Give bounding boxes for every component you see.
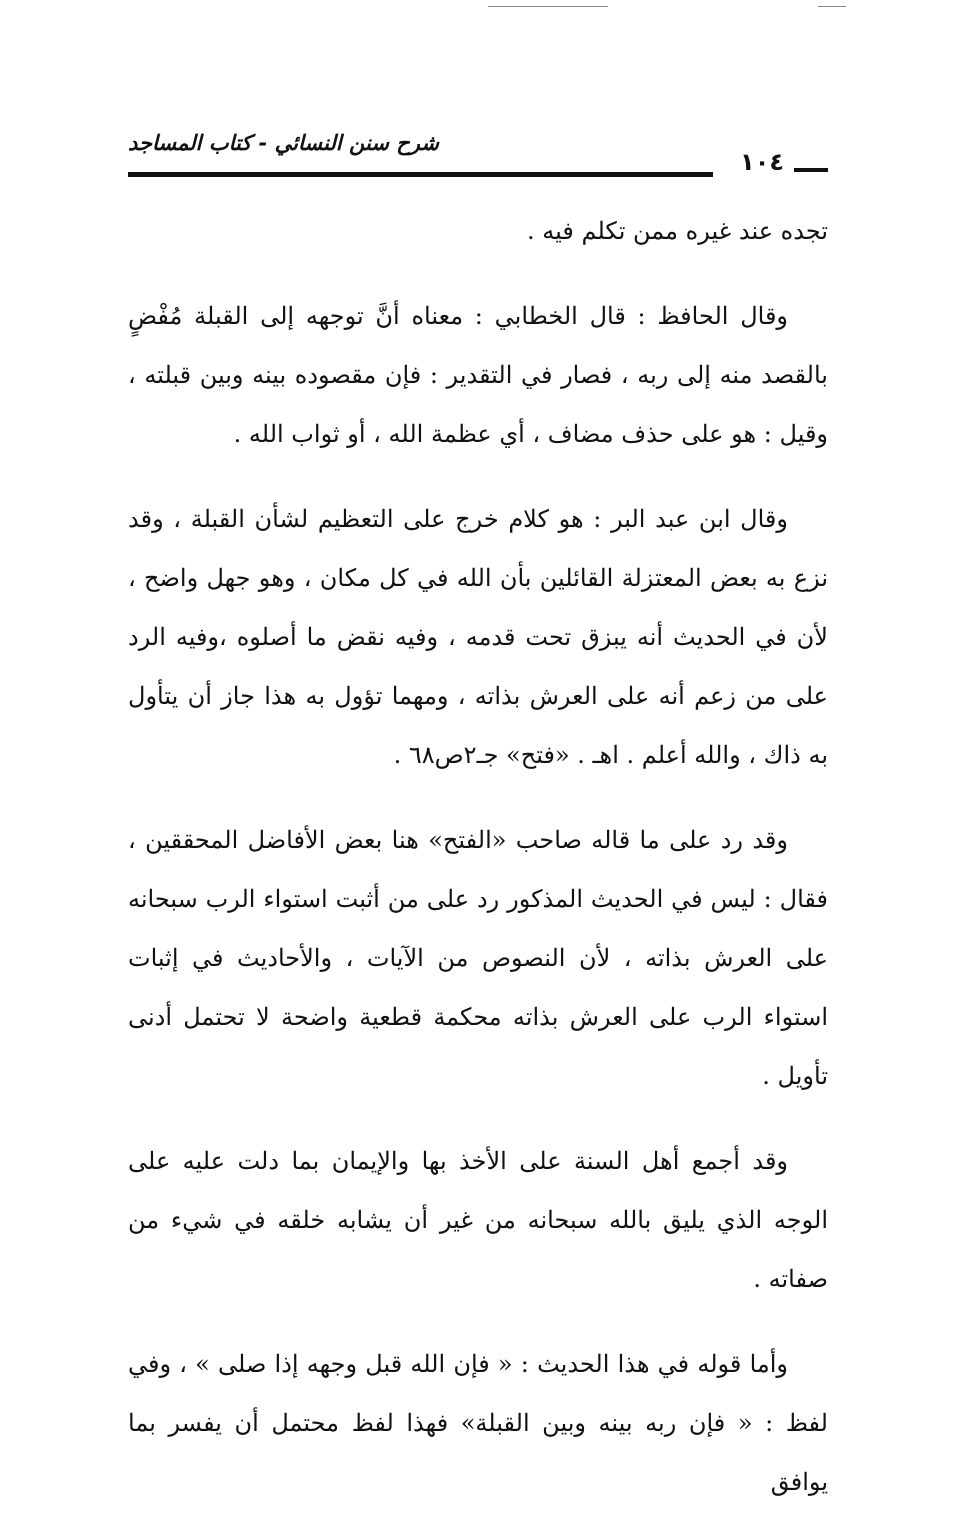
- scan-edge-line: [488, 6, 608, 7]
- page-number: ١٠٤: [740, 148, 784, 176]
- paragraph-khattabi: وقال الحافظ : قال الخطابي : معناه أنَّ توجهه إلى القبلة مُفْضٍ بالقصد منه إلى ربه ، فصار في التقدير : فإن مقصوده بينه وبين قبلته ، وقيل : هو على حذف مضاف ، أي عظمة الله ، أو ثواب الله .: [128, 302, 828, 448]
- header-rule: [128, 172, 713, 177]
- page-body: [128, 202, 828, 1538]
- running-header: [128, 128, 828, 188]
- header-title: شرح سنن النسائي - كتاب المساجد: [128, 131, 439, 155]
- paragraph-hadith-wording: وأما قوله في هذا الحديث : « فإن الله قبل وجهه إذا صلى » ، وفي لفظ : « فإن ربه بينه وبين القبلة» فهذا لفظ محتمل أن يفسر بما يوافق: [128, 1350, 828, 1496]
- paragraph-continuation: تجده عند غيره ممن تكلم فيه .: [527, 217, 828, 245]
- paragraph-consensus: وقد أجمع أهل السنة على الأخذ بها والإيمان بما دلت عليه على الوجه الذي يليق بالله سبحانه من غير أن يشابه خلقه في شيء من صفاته .: [128, 1147, 828, 1293]
- paragraph-ibn-abd-al-barr: وقال ابن عبد البر : هو كلام خرج على التعظيم لشأن القبلة ، وقد نزع به بعض المعتزلة القائلين بأن الله في كل مكان ، وهو جهل واضح ، لأن في الحديث أنه يبزق تحت قدمه ، وفيه نقض ما أصلوه ،وفيه الرد على من زعم أنه على العرش بذاته ، ومهما تؤول به هذا جاز أن يتأول به ذاك ، والله أعلم . اهـ . «فتح» جـ٢ص٦٨ .: [128, 505, 828, 769]
- scan-edge-line: [818, 6, 846, 7]
- paragraph-rebuttal: وقد رد على ما قاله صاحب «الفتح» هنا بعض الأفاضل المحققين ، فقال : ليس في الحديث المذكور رد على من أثبت استواء الرب سبحانه على العرش بذاته ، لأن النصوص من الآيات ، والأحاديث في إثبات استواء الرب على العرش بذاته محكمة قطعية واضحة لا تحتمل أدنى تأويل .: [128, 826, 828, 1090]
- page-number-dash: [794, 168, 828, 172]
